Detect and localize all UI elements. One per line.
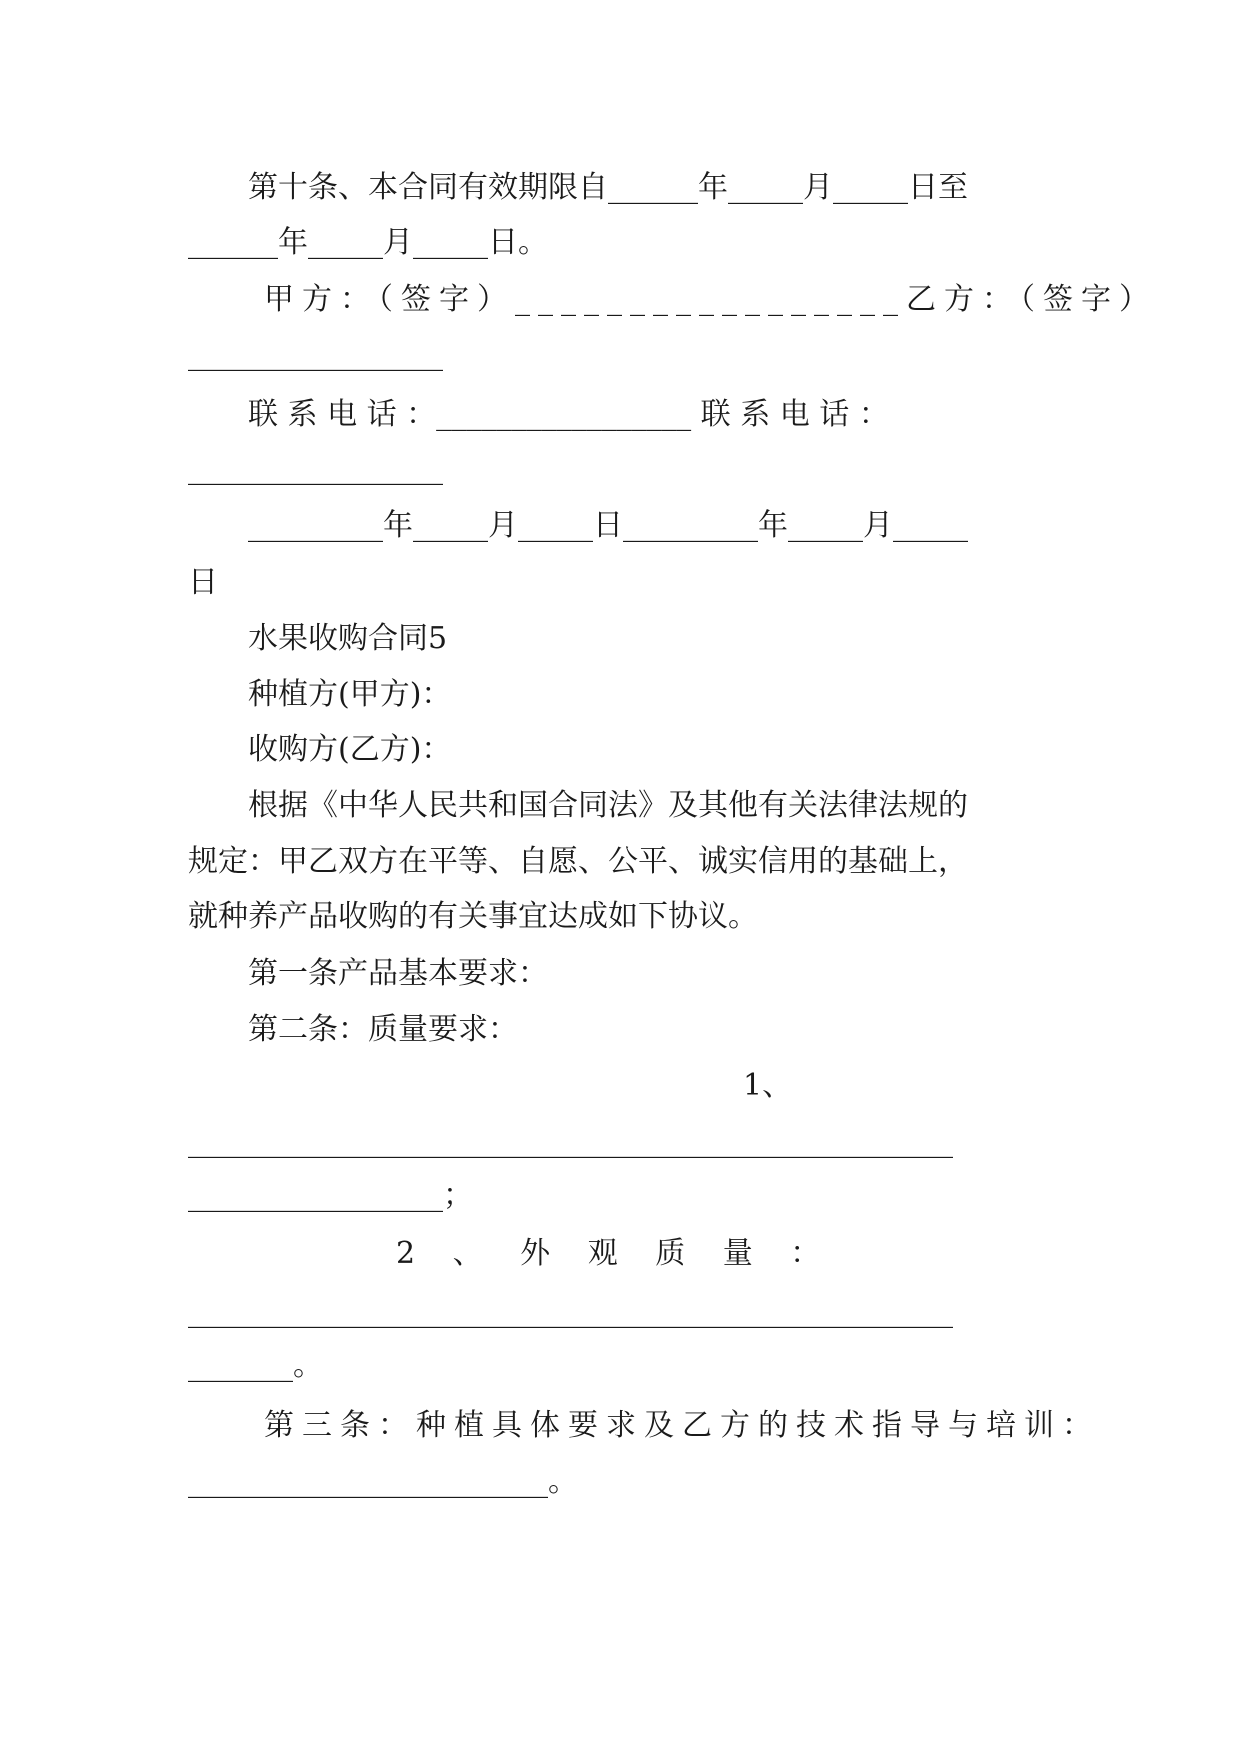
date-line-end: 日	[188, 565, 218, 600]
signature-line: 甲方：（签字）_________________乙方：（签字）	[188, 282, 1157, 317]
preamble-line-1: 根据《中华人民共和国合同法》及其他有关法律法规的	[188, 788, 968, 823]
party-b-line: 收购方(乙方)：	[188, 732, 452, 767]
article-2-line: 第二条：质量要求：	[188, 1012, 518, 1047]
contact-phone-line: 联 系 电 话 ：_________________ 联 系 电 话 ：	[188, 397, 889, 432]
item-1-label: 1、	[743, 1068, 793, 1103]
item-2-blank-end: _______。	[188, 1348, 323, 1383]
item-2-appearance-quality: 2 、 外 观 质 量 ：	[396, 1236, 835, 1271]
preamble-line-2: 规定：甲乙双方在平等、自愿、公平、诚实信用的基础上，	[188, 844, 968, 879]
article-3-line: 第三条：种植具体要求及乙方的技术指导与培训：	[188, 1408, 1100, 1443]
contact-phone-blank-line: _________________	[188, 451, 443, 486]
item-1-blank-line: ___________________________________________________	[188, 1124, 953, 1159]
item-1-blank-end: _________________；	[188, 1178, 473, 1213]
item-2-blank-line: ___________________________________________________	[188, 1294, 953, 1329]
party-a-line: 种植方(甲方)：	[188, 677, 452, 712]
signature-blank-line: _________________	[188, 337, 443, 372]
preamble-line-3: 就种养产品收购的有关事宜达成如下协议。	[188, 899, 758, 934]
contract-title: 水果收购合同5	[188, 621, 448, 656]
date-line: _________年_____月_____日_________年_____月_____	[188, 508, 968, 543]
article-3-blank-line: ________________________。	[188, 1464, 578, 1499]
article-10-end-date-line: ______年_____月_____日。	[188, 225, 548, 260]
article-10-validity-line: 第十条、本合同有效期限自______年_____月_____日至	[188, 170, 968, 205]
article-1-line: 第一条产品基本要求：	[188, 956, 548, 991]
